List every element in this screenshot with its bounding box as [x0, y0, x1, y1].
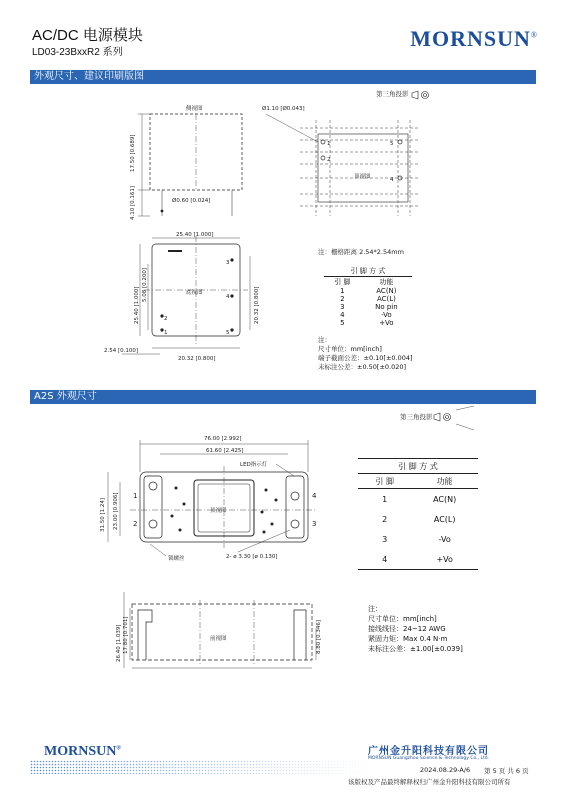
svg-text:5: 5 — [390, 141, 394, 147]
dim-d4: Ø1.10 [Ø0.043] — [262, 106, 305, 112]
svg-text:5: 5 — [226, 330, 230, 336]
table-row: 3 No pin — [340, 303, 398, 311]
company-name: 广州金升阳科技有限公司 — [368, 746, 489, 757]
svg-text:2: 2 — [327, 157, 331, 163]
svg-text:2: 2 — [133, 520, 138, 528]
dim-fh3: 8.80 [0.346] — [316, 619, 322, 654]
dim-d6: 25.40 [1.000] — [134, 286, 140, 324]
dim-d10: 20.32 [0.800] — [178, 356, 216, 362]
dim-d5: 25.40 [1.000] — [176, 232, 214, 238]
a2s-front-view-body — [132, 604, 312, 660]
pcb-note: 注：栅格距离 2.54*2.54mm — [318, 248, 404, 256]
company-name-en: MORNSUN Guangzhou Science & Technology Co., Ltd. — [368, 756, 490, 761]
table-row: 2 AC(L) — [340, 295, 396, 303]
notes-1: 注： 尺寸单位：mm[inch] 端子截面公差：±0.10[±0.004] 未标注公差：±0.50[±0.020] — [318, 336, 413, 371]
projection-label-2: 第三角投影 — [400, 413, 433, 421]
dim-d3: Ø0.60 [0.024] — [172, 198, 211, 204]
dim-d8: 20.32 [0.800] — [254, 286, 260, 324]
doc-subtitle: LD03-23BxxR2 系列 — [32, 47, 123, 58]
bottom-view-label: 底视图 — [186, 290, 203, 296]
dim-d1: 17.50 [0.689] — [130, 134, 136, 172]
table-row: 4 +Vo — [358, 549, 478, 570]
dim-w1: 76.00 [2.992] — [204, 436, 242, 442]
footer-page: 第 5 页 共 6 页 — [484, 767, 529, 775]
led-label: LED指示灯 — [240, 462, 268, 468]
dim-d9: 2.54 [0.100] — [104, 348, 139, 354]
a2s-top-view-label: 顶视图 — [210, 508, 227, 514]
section-bar-dimensions: 外观尺寸、建议印刷版图 — [30, 70, 536, 84]
screw-label: 锁螺丝 — [168, 556, 185, 562]
dim-fh1: 26.40 [1.039] — [116, 624, 122, 662]
svg-text:1: 1 — [133, 492, 138, 500]
pin-table-2: 引 脚 方 式 引 脚 功能 1 AC(N) 2 AC(L) 3 -Vo 4 +Vo — [358, 458, 478, 570]
svg-text:2: 2 — [164, 316, 168, 322]
footer-date: 2024.08.29-A/6 — [420, 766, 471, 774]
section2-drawing — [0, 404, 566, 694]
projection-symbol-icon — [434, 406, 474, 430]
dim-d7: 5.08 [0.200] — [142, 267, 148, 302]
pcb-pad-1 — [321, 140, 325, 144]
table-row: 4 -Vo — [340, 311, 392, 319]
table-row: 3 -Vo — [382, 534, 451, 544]
section-bar-a2s: A2S 外观尺寸 — [30, 390, 536, 404]
table-row: 5 +Vo — [340, 319, 394, 327]
projection-symbol-icon — [412, 91, 429, 99]
doc-title: AC/DC 电源模块 — [32, 27, 143, 44]
pin-table-1: 引 脚 方 式 引 脚 功能 1 AC(N) 2 AC(L) 3 No pin 4 -Vo 5 +Vo — [324, 266, 412, 327]
pcb-pad-2 — [321, 156, 325, 160]
table-row: 1 AC(N) — [382, 494, 457, 504]
dim-fh2: 17.80 [0.701] — [123, 616, 129, 654]
section1-drawing — [0, 84, 566, 384]
dim-w2: 61.60 [2.425] — [206, 448, 244, 454]
dim-h1: 31.50 [1.24] — [100, 497, 106, 532]
pcb-pad-5 — [398, 140, 402, 144]
footer-copyright: 该版权及产品最终解释权归广州金升阳科技有限公司所有 — [348, 778, 511, 786]
footer-stripe — [30, 760, 370, 774]
dim-h2: 23.00 [0.906] — [113, 492, 119, 530]
svg-text:1: 1 — [327, 141, 331, 147]
dim-d2: 4.10 [0.161] — [130, 185, 136, 220]
svg-text:4: 4 — [390, 177, 394, 183]
side-view-label: 侧视图 — [186, 106, 203, 112]
svg-text:3: 3 — [226, 260, 230, 266]
svg-text:1: 1 — [164, 330, 168, 336]
table-row: 1 AC(N) — [340, 287, 397, 295]
svg-text:3: 3 — [312, 520, 317, 528]
projection-label-1: 第三角投影 — [376, 90, 409, 98]
svg-text:4: 4 — [312, 492, 317, 500]
dim-hole: 2- ø 3.30 [ø 0.130] — [226, 554, 278, 560]
a2s-front-view-label: 前视图 — [210, 636, 227, 642]
pcb-outline — [318, 134, 408, 202]
svg-text:4: 4 — [226, 294, 230, 300]
pcb-view-label: 顶视图 — [354, 174, 371, 180]
notes-2: 注： 尺寸单位：mm[inch] 接线线径：24~12 AWG 紧固力矩：Max 0.4 N·m 未标注公差：±1.00[±0.039] — [368, 605, 463, 653]
footer-logo: MORNSUN® — [44, 744, 121, 759]
table-row: 2 AC(L) — [382, 514, 456, 524]
mornsun-logo: MORNSUN® — [410, 26, 538, 51]
